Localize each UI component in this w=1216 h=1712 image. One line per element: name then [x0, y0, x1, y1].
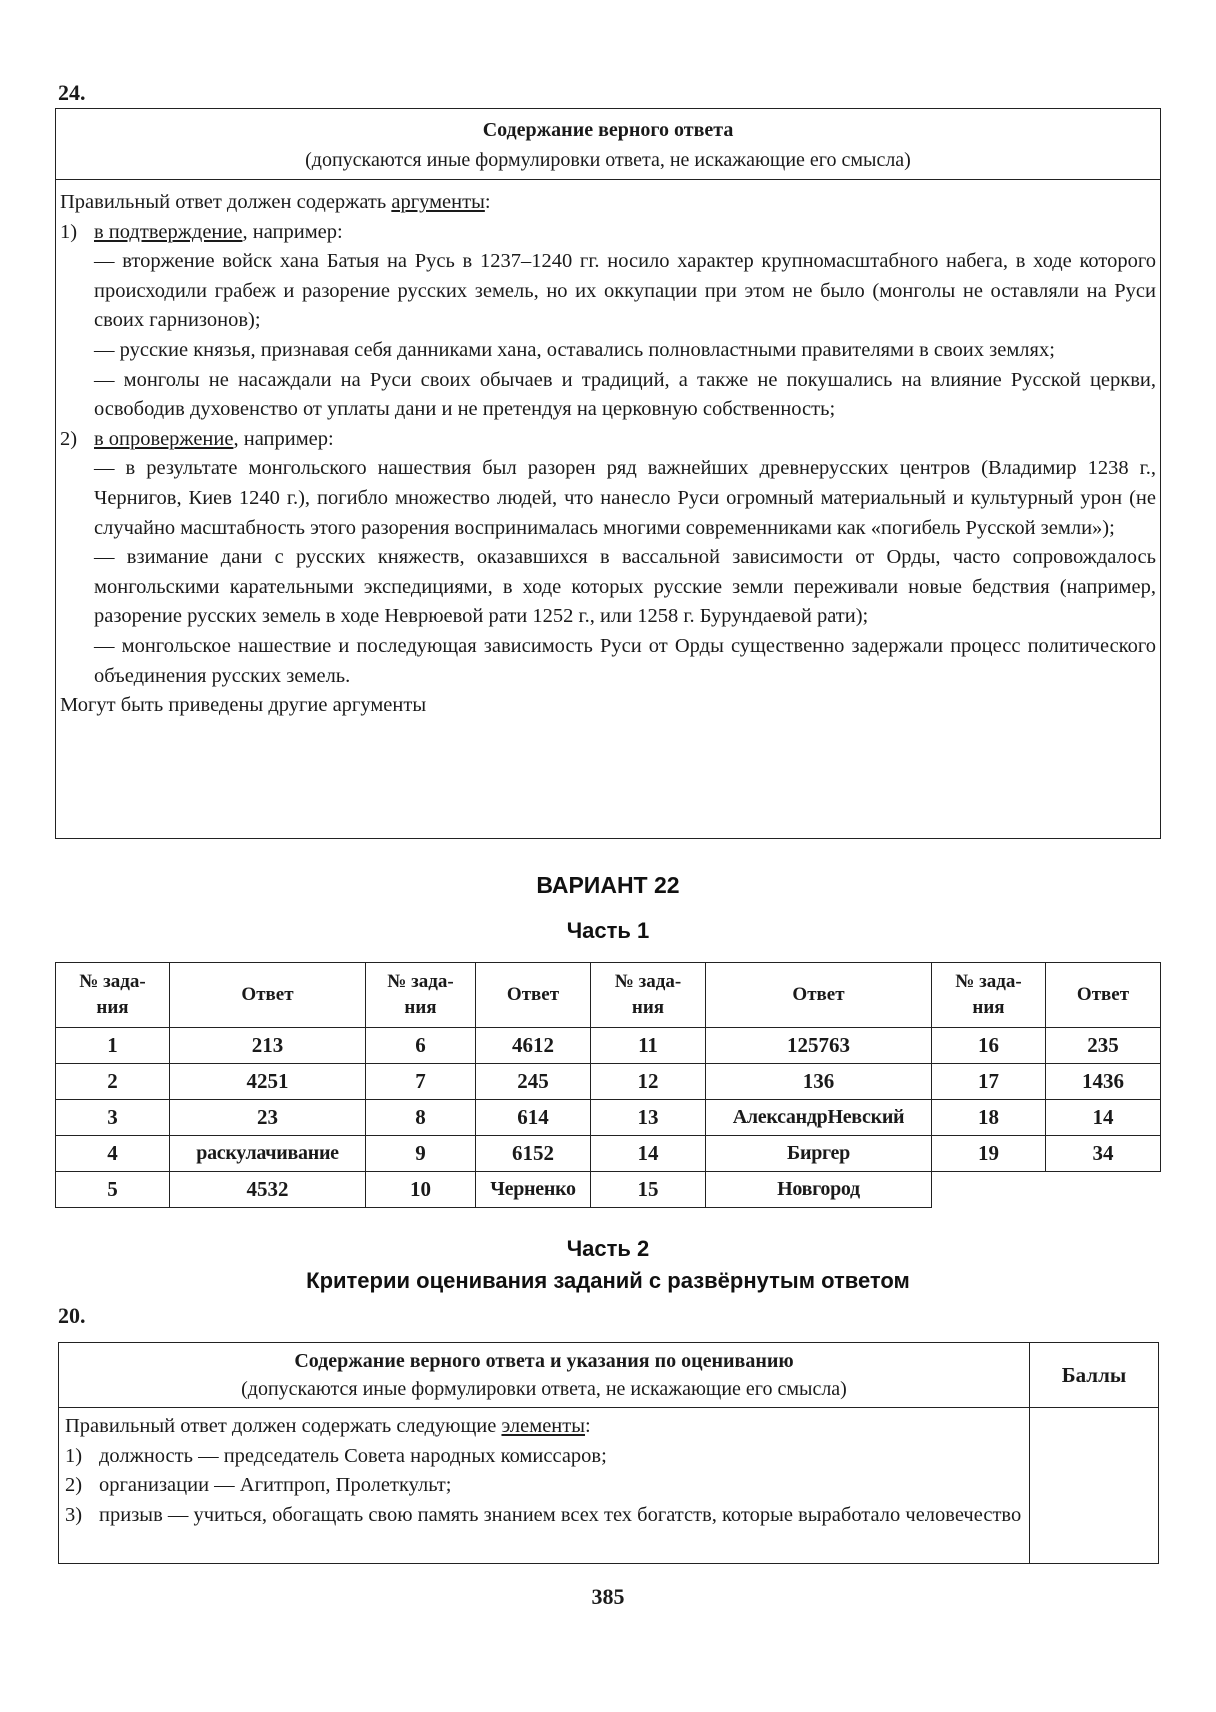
task-number-cell: 2 [56, 1064, 170, 1100]
criteria-header-title: Содержание верного ответа и указания по оцениванию [294, 1350, 794, 1372]
part-2-title: Часть 2 [566, 1236, 650, 1261]
answer-cell: 23 [170, 1100, 366, 1136]
section-number: 1) [60, 220, 78, 243]
col-header-answer: Ответ [706, 963, 932, 1028]
page-number: 385 [591, 1584, 625, 1609]
answer-cell: 245 [476, 1064, 591, 1100]
col-header-answer: Ответ [476, 963, 591, 1028]
section-confirm [60, 218, 1156, 248]
col-header-answer: Ответ [170, 963, 366, 1028]
table-row [56, 1100, 1161, 1136]
table-row [56, 1172, 1161, 1208]
answer-cell: 14 [1046, 1100, 1161, 1136]
item-text: призыв — учиться, обогащать свою память знанием всех тех богатств, которые выработало человечество [99, 1503, 1022, 1526]
table-row [56, 1064, 1161, 1100]
task-24-header-title: Содержание верного ответа [482, 119, 734, 141]
answer-cell: 1436 [1046, 1064, 1161, 1100]
col-header-task-number: № зада- ния [56, 963, 170, 1028]
criteria-intro [65, 1412, 1023, 1442]
col-header-answer: Ответ [1046, 963, 1161, 1028]
task-number-cell: 17 [932, 1064, 1046, 1100]
task-number-cell: 7 [366, 1064, 476, 1100]
task-number-cell: 5 [56, 1172, 170, 1208]
answer-cell: 34 [1046, 1136, 1161, 1172]
col-header-task-number: № зада- ния [932, 963, 1046, 1028]
task-24-box-body [56, 180, 1160, 723]
intro-suffix: : [484, 191, 491, 213]
item-number: 2) [65, 1474, 83, 1496]
intro-text: Правильный ответ должен содержать следующие [65, 1415, 502, 1437]
task-number-cell: 9 [366, 1136, 476, 1172]
answer-cell: Биргер [706, 1136, 932, 1172]
task-number-cell: 8 [366, 1100, 476, 1136]
answer-cell: Черненко [476, 1172, 591, 1208]
variant-title: ВАРИАНТ 22 [536, 872, 680, 898]
intro-text: Правильный ответ должен содержать [60, 191, 392, 213]
answer-cell: 4251 [170, 1064, 366, 1100]
col-header-task-number: № зада- ния [591, 963, 706, 1028]
answer-cell: 4612 [476, 1028, 591, 1064]
section-refute [60, 425, 1156, 455]
task-number-cell: 16 [932, 1028, 1046, 1064]
argument-item: — русские князья, признавая себя данниками хана, оставались полновластными правителями в своих землях; [94, 338, 1055, 361]
criteria-content-header [59, 1343, 1030, 1407]
argument-item: — монголы не насаждали на Руси своих обычаев и традиций, а также не покушались на влияние Русской церкви, освободив духовенство от уплаты дани и не претендуя на церковную собственность; [94, 368, 1156, 421]
answer-cell: 213 [170, 1028, 366, 1064]
answers-table [55, 962, 1161, 1208]
task-24-footer-note: Могут быть приведены другие аргументы [60, 694, 427, 717]
task-number-cell: 1 [56, 1028, 170, 1064]
argument-item: — вторжение войск хана Батыя на Русь в 1237–1240 гг. носило характер крупномасштабного набега, в ходе которого происходили грабеж и разорение русских земель, но их оккупации при этом не было (монголы не оставляли на Руси своих гарнизонов); [94, 250, 1156, 332]
task-24-header-subtitle: (допускаются иные формулировки ответа, не искажающие его смысла) [305, 149, 911, 171]
task-24-answer-box [55, 108, 1161, 839]
section-keyword: в подтверждение [94, 220, 243, 243]
answer-cell: 136 [706, 1064, 932, 1100]
task-24-box-header [56, 109, 1160, 180]
answer-cell: 125763 [706, 1028, 932, 1064]
points-header: Баллы [1061, 1362, 1127, 1387]
section-suffix: , например: [242, 220, 343, 243]
item-number: 1) [65, 1444, 83, 1467]
section-suffix: , например: [233, 427, 334, 450]
argument-item: — в результате монгольского нашествия был разорен ряд важнейших древнерусских центров (Владимир 1238 г., Чернигов, Киев 1240 г.), погибло множество людей, что нанесло Руси огромный материальный и культурный урон (не случайно масштабность этого разорения воспринималась многими современниками как «погибель Русской земли»); [94, 457, 1156, 539]
task-number-cell: 4 [56, 1136, 170, 1172]
answer-cell: 4532 [170, 1172, 366, 1208]
empty-cell [932, 1172, 1046, 1208]
answer-cell: раскулачивание [170, 1136, 366, 1172]
argument-item: — взимание дани с русских княжеств, оказавшихся в вассальной зависимости от Орды, часто сопровождалось монгольскими карательными экспедициями, в ходе которых русские земли переживали новые бедствия (например, разорение русских земель в ходе Неврюевой рати 1252 г., или 1258 г. Бурундаевой рати); [94, 546, 1156, 628]
answer-cell: АлександрНевский [706, 1100, 932, 1136]
task-number-cell: 10 [366, 1172, 476, 1208]
task-number-cell: 14 [591, 1136, 706, 1172]
points-cell [1030, 1408, 1158, 1563]
criteria-content [59, 1408, 1030, 1563]
criteria-header-subtitle: (допускаются иные формулировки ответа, не искажающие его смысла) [241, 1378, 847, 1400]
part-2-subtitle: Критерии оценивания заданий с развёрнутым ответом [306, 1268, 910, 1293]
item-number: 3) [65, 1503, 83, 1526]
criteria-body-row [59, 1408, 1158, 1563]
task-24-number: 24. [58, 80, 86, 105]
task-number-cell: 13 [591, 1100, 706, 1136]
answer-cell: 614 [476, 1100, 591, 1136]
table-header-row [56, 963, 1161, 1028]
task-number-cell: 3 [56, 1100, 170, 1136]
task-number-cell: 18 [932, 1100, 1046, 1136]
intro-keyword: аргументы [391, 191, 485, 213]
task-number-cell: 15 [591, 1172, 706, 1208]
answer-cell: Новгород [706, 1172, 932, 1208]
criteria-item [65, 1442, 1023, 1472]
part-1-title: Часть 1 [566, 918, 650, 943]
item-text: должность — председатель Совета народных комиссаров; [99, 1444, 607, 1467]
section-keyword: в опровержение [94, 427, 234, 450]
table-row [56, 1028, 1161, 1064]
task-number-cell: 6 [366, 1028, 476, 1064]
criteria-item [65, 1501, 1023, 1531]
criteria-header-row [59, 1343, 1158, 1408]
section-number: 2) [60, 427, 78, 450]
section-label [94, 425, 1156, 455]
task-20-criteria-table [58, 1342, 1159, 1564]
task-number-cell: 19 [932, 1136, 1046, 1172]
answer-cell: 235 [1046, 1028, 1161, 1064]
answer-cell: 6152 [476, 1136, 591, 1172]
task-number-cell: 12 [591, 1064, 706, 1100]
section-label [94, 218, 1156, 248]
empty-cell [1046, 1172, 1161, 1208]
table-row [56, 1136, 1161, 1172]
argument-item: — монгольское нашествие и последующая зависимость Руси от Орды существенно задержали процесс политического объединения русских земель. [94, 634, 1156, 687]
task-24-intro [60, 188, 1156, 218]
task-number-cell: 11 [591, 1028, 706, 1064]
item-text: организации — Агитпроп, Пролеткульт; [99, 1474, 452, 1496]
intro-suffix: : [585, 1415, 591, 1437]
criteria-item [65, 1471, 1023, 1501]
col-header-task-number: № зада- ния [366, 963, 476, 1028]
intro-keyword: элементы [501, 1415, 586, 1437]
task-20-number: 20. [58, 1303, 86, 1328]
